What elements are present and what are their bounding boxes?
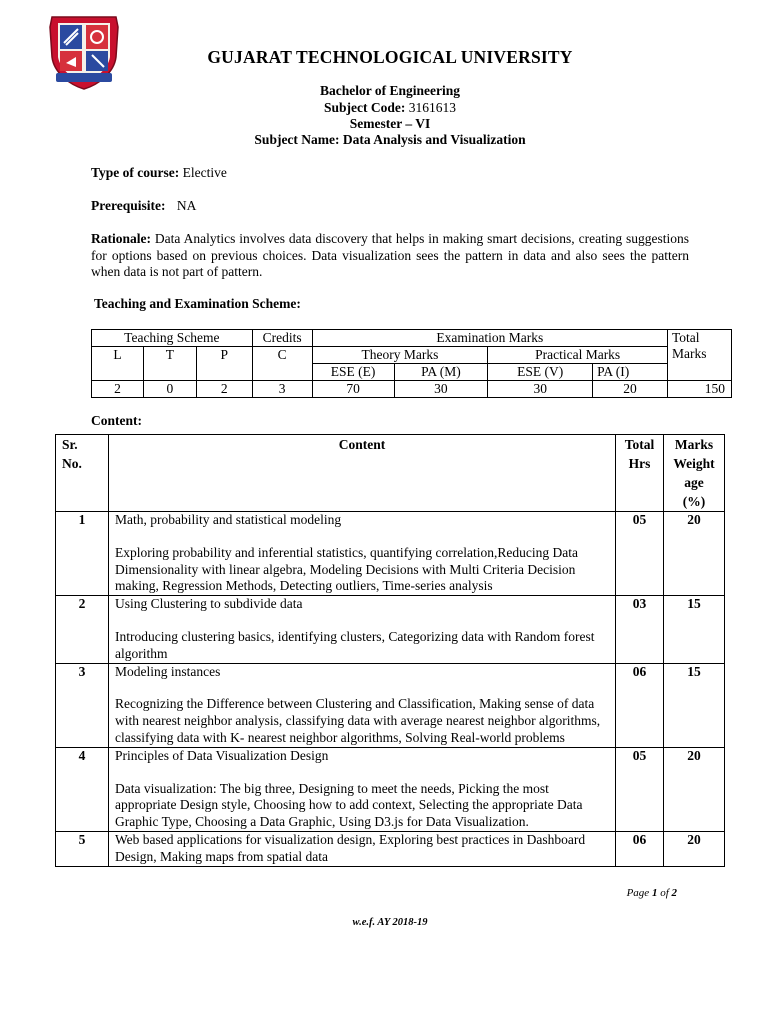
scheme-value-l: 2 — [92, 381, 144, 398]
ese-v-header: ESE (V) — [488, 364, 593, 381]
row-sr: 5 — [56, 831, 109, 866]
rationale-text: Data Analytics involves data discovery that helps in making smart decisions, creating suggestions for options based on previous choices. Data visualization sees the pattern in data and also sees the pattern when data is not part of pattern. — [91, 231, 689, 279]
sr-header-line1: Sr. — [62, 437, 78, 452]
wef-footer: w.e.f. AY 2018-19 — [352, 917, 428, 928]
mk-header-line2: Weight — [673, 456, 715, 471]
prerequisite-label: Prerequisite: — [91, 198, 166, 213]
semester-line: Semester – VI — [349, 116, 431, 131]
row-detail: Data visualization: The big three, Designing to meet the needs, Picking the most appropriate Design style, Choosing how to add context, Selecting the appropriate Data Graphic Type, Choosing a Data Graphic, Using D3.js for Data Visualization. — [115, 780, 583, 830]
scheme-value-ese-v: 30 — [488, 381, 593, 398]
scheme-value-p: 2 — [196, 381, 252, 398]
prerequisite-line — [91, 198, 689, 215]
sr-no-header — [56, 435, 109, 512]
table-row — [56, 831, 725, 866]
scheme-value-t: 0 — [143, 381, 196, 398]
university-title: GUJARAT TECHNOLOGICAL UNIVERSITY — [207, 47, 573, 67]
prerequisite-value: NA — [176, 198, 197, 213]
content-header: Content — [109, 435, 616, 512]
p-header: P — [196, 347, 252, 381]
row-content — [109, 831, 616, 866]
mk-header-line1: Marks — [674, 437, 714, 452]
ese-e-header: ESE (E) — [312, 364, 394, 381]
row-title: Modeling instances — [115, 663, 221, 679]
l-header: L — [92, 347, 144, 381]
row-title: Using Clustering to subdivide data — [115, 596, 303, 612]
page-total: 2 — [671, 887, 677, 899]
course-type-label: Type of course: — [91, 165, 180, 180]
row-detail: Introducing clustering basics, identifying clusters, Categorizing data with Random forest algorithm — [115, 628, 595, 661]
row-content — [109, 596, 616, 663]
exam-marks-header: Examination Marks — [312, 330, 667, 347]
table-row — [56, 663, 725, 747]
scheme-value-total: 150 — [667, 381, 731, 398]
row-detail: Exploring probability and inferential statistics, quantifying correlation,Reducing Data Dimensionality with linear algebra, Modeling Decisions with Multi Criteria Decision making, Regression Methods, Detecting outliers, Time-series analysis — [115, 544, 579, 594]
subject-name-value: Data Analysis and Visualization — [342, 132, 526, 147]
row-weight: 20 — [664, 512, 725, 596]
row-title: Principles of Data Visualization Design — [115, 747, 329, 763]
table-row — [56, 512, 725, 596]
pa-m-header: PA (M) — [394, 364, 488, 381]
page-number — [627, 887, 677, 899]
sr-header-line2: No. — [62, 456, 82, 471]
scheme-value-pa-m: 30 — [394, 381, 488, 398]
rationale-paragraph — [91, 231, 689, 281]
scheme-heading: Teaching and Examination Scheme: — [94, 296, 301, 311]
row-hrs: 03 — [616, 596, 664, 663]
table-row — [56, 596, 725, 663]
table-row — [56, 747, 725, 831]
page-prefix: Page — [626, 887, 652, 899]
total-marks-line2: Marks — [671, 346, 707, 361]
pa-i-header: PA (I) — [593, 364, 668, 381]
scheme-value-c: 3 — [252, 381, 312, 398]
row-sr: 1 — [56, 512, 109, 596]
course-type-line — [91, 165, 689, 182]
subject-code-label: Subject Code: — [324, 100, 406, 115]
row-content — [109, 512, 616, 596]
subject-name-line — [0, 132, 768, 148]
row-weight: 15 — [664, 663, 725, 747]
teaching-scheme-header: Teaching Scheme — [92, 330, 253, 347]
page-num: 1 — [651, 887, 658, 899]
total-hrs-header — [616, 435, 664, 512]
row-sr: 2 — [56, 596, 109, 663]
row-hrs: 06 — [616, 831, 664, 866]
row-detail: Recognizing the Difference between Clustering and Classification, Making sense of data with nearest neighbor analysis, classifying data with average nearest neighbor algorithms, classifying data with K- nearest neighbor algorithms, Solving Real-world problems — [115, 696, 601, 745]
practical-marks-header: Practical Marks — [488, 347, 668, 364]
subject-code-line — [0, 100, 768, 116]
hrs-header-line2: Hrs — [628, 456, 651, 471]
mk-header-line3: age — [684, 475, 704, 490]
degree-title: Bachelor of Engineering — [320, 83, 460, 98]
row-sr: 4 — [56, 747, 109, 831]
credits-header: Credits — [252, 330, 312, 347]
row-weight: 20 — [664, 747, 725, 831]
row-hrs: 05 — [616, 747, 664, 831]
c-header: C — [252, 347, 312, 381]
rationale-label: Rationale: — [91, 231, 151, 246]
row-weight: 20 — [664, 831, 725, 866]
content-heading: Content: — [91, 413, 142, 428]
content-header-row — [56, 435, 725, 512]
row-title: Web based applications for visualization design, Exploring best practices in Dashboard Design, Making maps from spatial data — [115, 831, 586, 864]
scheme-table — [91, 329, 732, 398]
theory-marks-header: Theory Marks — [312, 347, 488, 364]
row-title: Math, probability and statistical modeling — [115, 512, 342, 527]
row-sr: 3 — [56, 663, 109, 747]
row-content — [109, 663, 616, 747]
row-weight: 15 — [664, 596, 725, 663]
scheme-value-pa-i: 20 — [593, 381, 668, 398]
subject-name-label: Subject Name: — [254, 132, 340, 147]
subject-code-value: 3161613 — [408, 100, 456, 115]
total-marks-header — [667, 330, 731, 381]
hrs-header-line1: Total — [624, 437, 655, 452]
content-table — [55, 434, 725, 867]
marks-weightage-header — [664, 435, 725, 512]
page-of: of — [657, 887, 672, 899]
mk-header-line4: (%) — [682, 494, 706, 509]
row-content — [109, 747, 616, 831]
total-marks-line1: Total — [671, 330, 700, 345]
row-hrs: 05 — [616, 512, 664, 596]
course-type-value: Elective — [182, 165, 227, 180]
row-hrs: 06 — [616, 663, 664, 747]
t-header: T — [143, 347, 196, 381]
scheme-value-ese-e: 70 — [312, 381, 394, 398]
